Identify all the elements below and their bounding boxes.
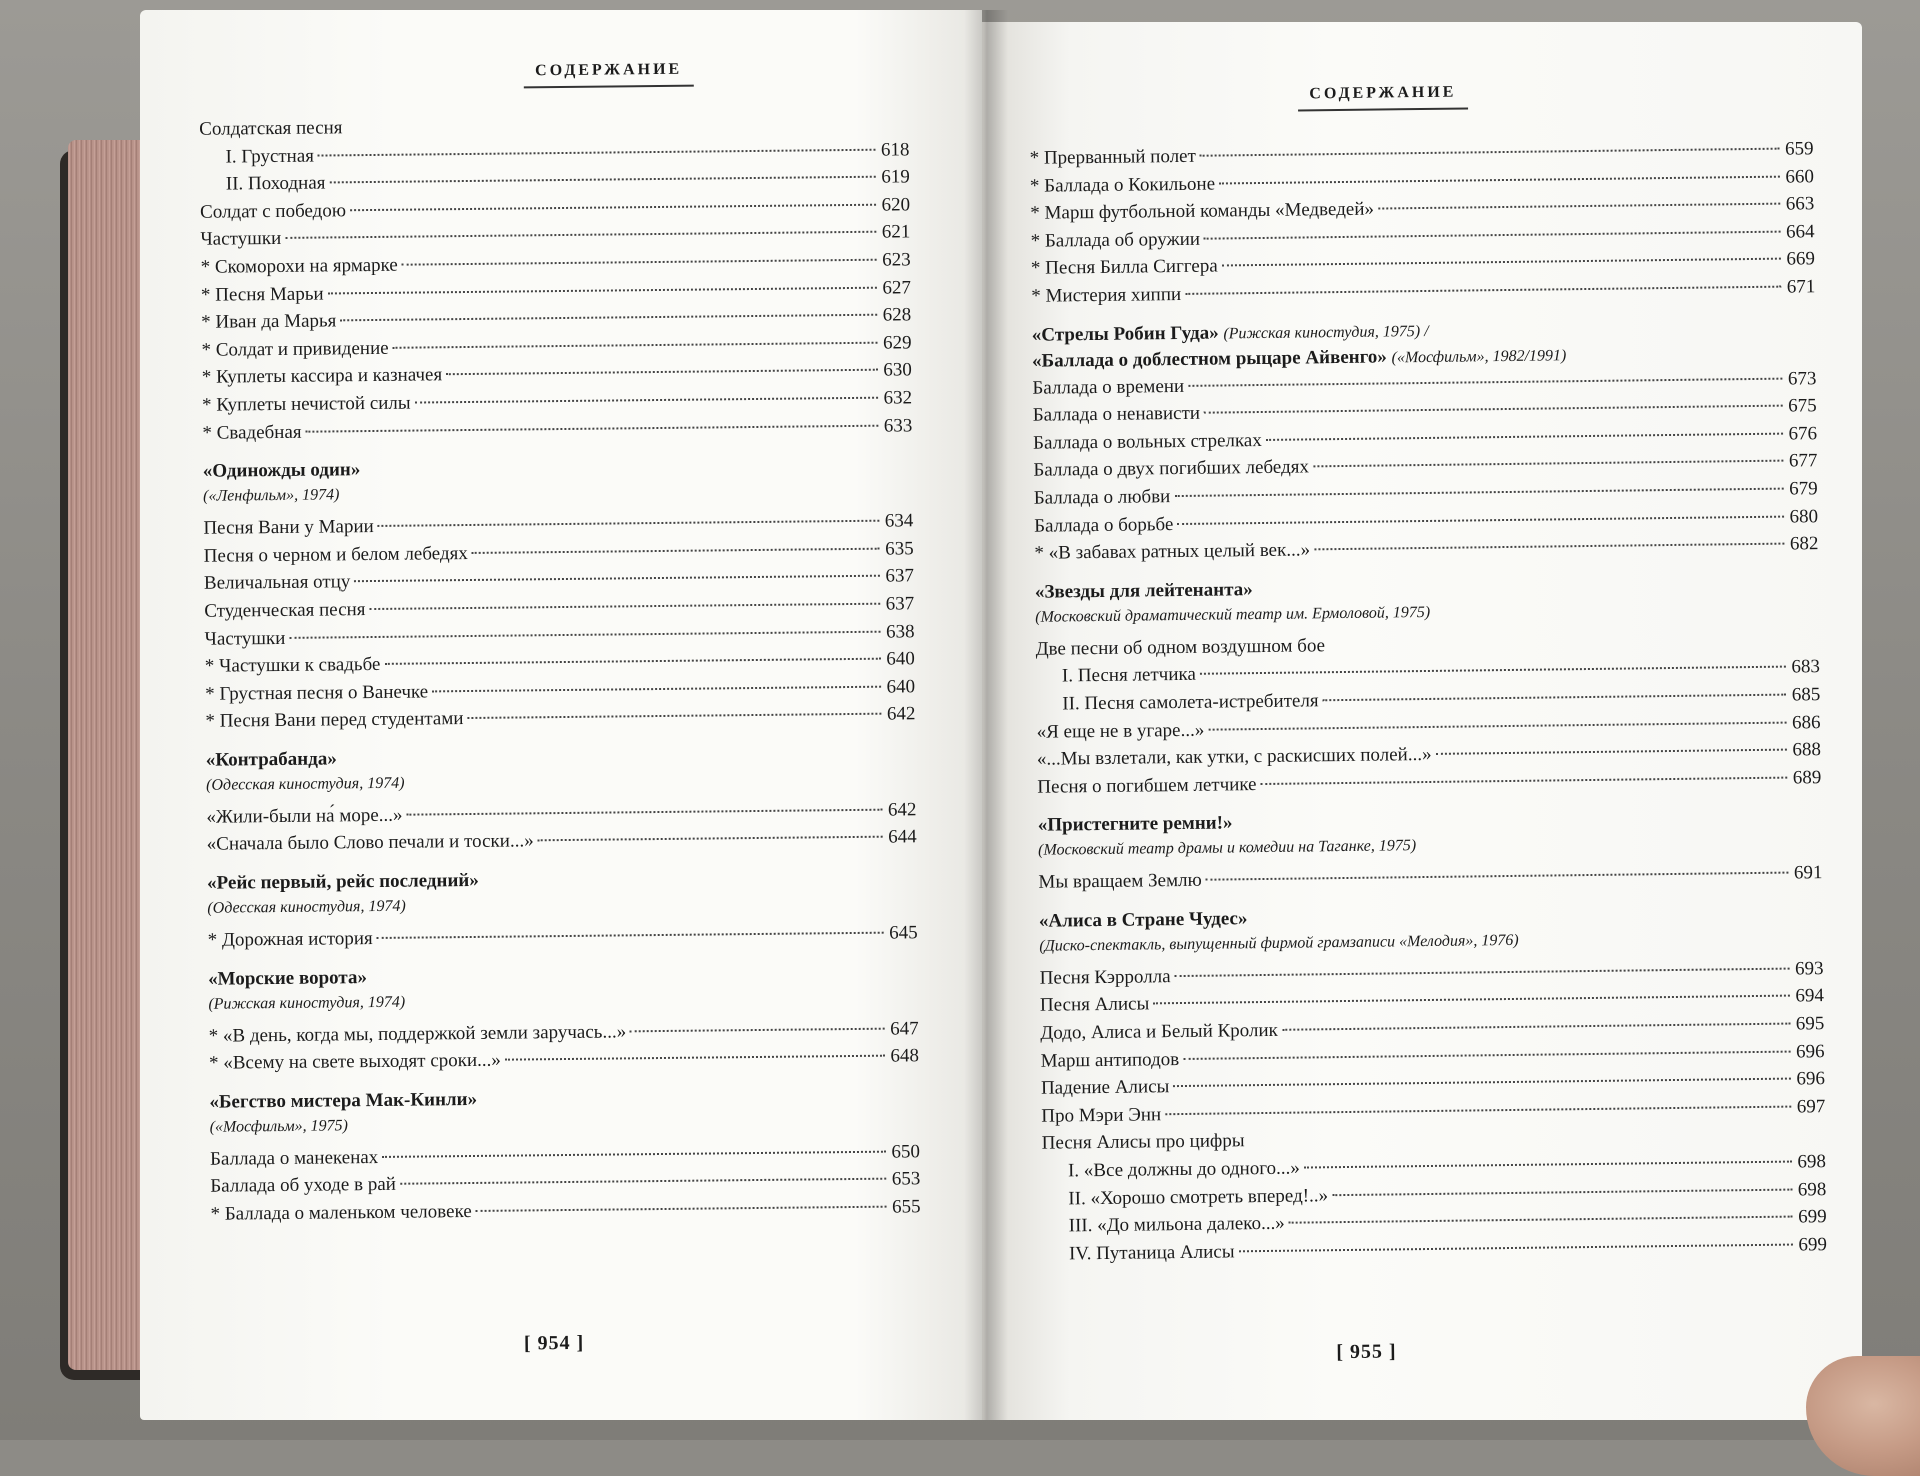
toc-entry-title: «Я еще не в угаре...»	[1036, 719, 1205, 743]
dot-leader	[1173, 1078, 1791, 1088]
toc-entry-title: * «В день, когда мы, поддержкой земли заручась...»	[209, 1018, 627, 1050]
toc-entry-page: 653	[891, 1168, 921, 1191]
toc-entry-page: 669	[1786, 248, 1816, 270]
toc-entry-page: 644	[888, 826, 917, 849]
toc-entry-title: II. Походная	[225, 172, 326, 195]
toc-entry-title: * Частушки к свадьбе	[205, 651, 381, 680]
dot-leader	[476, 1206, 887, 1212]
toc-entry-title: * Скоморохи на ярмарке	[201, 252, 398, 282]
toc-entry-title: * Иван да Марья	[201, 308, 336, 337]
left-header-rule	[524, 85, 694, 89]
dot-leader	[1188, 377, 1782, 386]
toc-entry-page: 659	[1784, 138, 1814, 160]
toc-entry-title: Песня Кэрролла	[1039, 966, 1171, 989]
section-title: «Пристегните ремни!»	[1037, 812, 1233, 837]
right-page-number: [ 955 ]	[1336, 1340, 1397, 1364]
section-title: «Звезды для лейтенанта»	[1034, 578, 1253, 603]
toc-entry-title: * Песня Марьи	[201, 280, 324, 309]
toc-entry-title: * Баллада о Кокильоне	[1030, 170, 1215, 200]
toc-entry-title: Песня Алисы	[1039, 993, 1150, 1017]
toc-entry-page: 619	[881, 166, 910, 188]
section-title: «Контрабанда»	[205, 748, 337, 771]
dot-leader	[1332, 1188, 1792, 1196]
toc-entry-page: 630	[883, 359, 912, 381]
dot-leader	[1289, 1216, 1793, 1224]
dot-leader	[369, 603, 880, 610]
toc-entry-page: 688	[1792, 739, 1822, 761]
dot-leader	[402, 259, 877, 266]
toc-entry-page: 628	[882, 304, 912, 326]
toc-entry-title: * Песня Билла Сиггера	[1031, 253, 1218, 283]
toc-entry	[208, 919, 918, 954]
toc-entry-title: «Сначала было Слово печали и тоски...»	[206, 830, 534, 856]
toc-entry-title: Баллада о двух погибших лебедях	[1033, 456, 1310, 482]
toc-entry-page: 637	[885, 565, 915, 587]
toc-entry-page: 696	[1795, 1040, 1825, 1063]
toc-entry-page: 699	[1798, 1206, 1827, 1228]
toc-entry-page: 683	[1791, 656, 1821, 678]
right-page-header	[1283, 83, 1483, 111]
toc-entry-page: 663	[1785, 193, 1815, 215]
toc-entry-page: 697	[1796, 1095, 1826, 1118]
dot-leader	[1314, 543, 1784, 551]
left-toc	[199, 108, 921, 1228]
toc-entry-title: * Прерванный полет	[1029, 143, 1196, 173]
dot-leader	[1261, 776, 1788, 784]
toc-entry-page: 632	[883, 387, 913, 409]
dot-leader	[467, 713, 881, 719]
section-title: «Алиса в Стране Чудес»	[1038, 908, 1248, 932]
toc-entry-title: * Баллада о маленьком человеке	[210, 1198, 471, 1228]
toc-entry-title: I. Песня летчика	[1061, 664, 1196, 687]
toc-group-title: Две песни об одном воздушном бое	[1035, 634, 1326, 660]
dot-leader	[1206, 872, 1789, 881]
book-gutter	[964, 10, 1008, 1420]
dot-leader	[1185, 286, 1781, 295]
dot-leader	[1266, 432, 1783, 440]
section-source: (Московский драматический театр им. Ермоловой, 1975)	[1035, 603, 1431, 626]
toc-entry-title: Баллада о манекенах	[209, 1146, 379, 1170]
toc-entry-title: IV. Путаница Алисы	[1068, 1241, 1235, 1265]
dot-leader	[1153, 995, 1790, 1005]
dot-leader	[289, 630, 880, 638]
toc-entry-page: 642	[886, 703, 916, 725]
section-source: (Одесская киностудия, 1974)	[207, 897, 406, 917]
toc-entry-page: 671	[1786, 276, 1816, 298]
toc-entry-title: * Грустная песня о Ванечке	[205, 678, 428, 708]
dot-leader	[415, 397, 878, 404]
dot-leader	[350, 203, 876, 211]
dot-leader	[1313, 460, 1783, 468]
dot-leader	[1222, 258, 1781, 267]
toc-entry-title: * Марш футбольной команды «Медведей»	[1030, 196, 1374, 228]
section-source: («Мосфильм», 1982/1991)	[1391, 346, 1567, 366]
dot-leader	[328, 286, 877, 294]
toc-entry-page: 685	[1791, 684, 1821, 706]
toc-entry-title: Баллада о вольных стрелках	[1032, 429, 1262, 454]
dot-leader	[377, 932, 884, 939]
dot-leader	[400, 1178, 886, 1185]
toc-entry-title: Баллада об уходе в рай	[210, 1174, 396, 1198]
toc-entry-title: «...Мы взлетали, как утки, с раскисших полей...»	[1036, 744, 1432, 770]
dot-leader	[1200, 666, 1786, 675]
right-toc	[1029, 135, 1827, 1268]
toc-entry-page: 675	[1788, 395, 1817, 417]
toc-entry-title: * Куплеты нечистой силы	[202, 390, 411, 420]
dot-leader	[306, 424, 879, 432]
toc-entry-title: Про Мэри Энн	[1041, 1104, 1162, 1127]
toc-entry-title: * Баллада об оружии	[1030, 226, 1200, 256]
toc-entry-title: * Солдат и привидение	[201, 335, 388, 365]
section-title: «Стрелы Робин Гуда»	[1031, 322, 1219, 346]
toc-entry-page: 698	[1797, 1151, 1827, 1173]
right-page-content	[982, 22, 1862, 1364]
toc-entry-title: II. Песня самолета-истребителя	[1062, 690, 1319, 715]
toc-entry-title: Додо, Алиса и Белый Кролик	[1040, 1019, 1278, 1044]
left-page-header	[509, 60, 709, 88]
toc-entry-title: Мы вращаем Землю	[1038, 870, 1202, 894]
toc-entry-page: 650	[891, 1141, 921, 1163]
toc-entry-title: * Мистерия хиппи	[1031, 281, 1181, 310]
toc-entry-title: Частушки	[200, 228, 282, 251]
dot-leader	[393, 341, 878, 348]
toc-entry-title: * Песня Вани перед студентами	[205, 705, 463, 735]
toc-entry-title: Песня о черном и белом лебедях	[203, 542, 468, 567]
dot-leader	[329, 176, 875, 184]
section-source: (Диско-спектакль, выпущенный фирмой грамзаписи «Мелодия», 1976)	[1039, 931, 1519, 955]
toc-entry-title: Частушки	[204, 627, 286, 650]
dot-leader	[538, 836, 883, 842]
toc-entry-page: 691	[1793, 862, 1823, 884]
dot-leader	[318, 148, 876, 156]
toc-entry-page: 673	[1787, 367, 1817, 390]
toc-entry-title: Величальная отцу	[203, 571, 351, 595]
toc-entry-page: 618	[880, 138, 910, 161]
dot-leader	[1304, 1161, 1792, 1169]
dot-leader	[378, 520, 880, 527]
dot-leader	[1208, 721, 1786, 730]
section-title: «Бегство мистера Мак-Кинли»	[209, 1088, 478, 1113]
toc-entry-page: 621	[881, 221, 911, 244]
dot-leader	[285, 231, 876, 239]
toc-entry-page: 633	[883, 414, 913, 437]
toc-entry-page: 648	[890, 1045, 920, 1067]
toc-entry-page: 640	[886, 676, 916, 698]
toc-entry-title: Падение Алисы	[1040, 1076, 1170, 1099]
left-page-content	[140, 10, 982, 1355]
toc-entry-page: 676	[1788, 422, 1818, 445]
dot-leader	[384, 658, 880, 665]
toc-entry-title: II. «Хорошо смотреть вперед!..»	[1068, 1184, 1329, 1210]
toc-entry-page: 623	[882, 249, 911, 271]
section-source: (Московский театр драмы и комедии на Таганке, 1975)	[1037, 837, 1417, 860]
dot-leader	[1183, 1050, 1790, 1059]
toc-group-title: Песня Алисы про цифры	[1041, 1130, 1245, 1155]
left-header-text: СОДЕРЖАНИЕ	[535, 60, 683, 80]
toc-entry-page: 627	[882, 276, 912, 299]
toc-entry-title: III. «До мильона далеко...»	[1068, 1212, 1285, 1237]
toc-entry-page: 680	[1789, 505, 1819, 528]
dot-leader	[1219, 175, 1780, 184]
dot-leader	[1177, 515, 1784, 524]
toc-entry-title: Баллада о любви	[1033, 486, 1171, 509]
toc-entry-page: 689	[1792, 766, 1822, 789]
dot-leader	[1378, 203, 1780, 210]
right-page	[982, 22, 1862, 1420]
toc-entry-title: * «В забавах ратных целый век...»	[1034, 537, 1310, 568]
toc-entry-page: 695	[1795, 1013, 1825, 1035]
toc-entry-page: 634	[884, 510, 914, 532]
dot-leader	[630, 1027, 885, 1032]
toc-entry-page: 635	[885, 538, 914, 560]
toc-entry-page: 638	[885, 620, 915, 643]
toc-entry-page: 655	[891, 1196, 921, 1218]
dot-leader	[1323, 694, 1787, 702]
toc-entry-title: * Куплеты кассира и казначея	[202, 362, 443, 392]
toc-entry-title: I. Грустная	[225, 145, 315, 168]
toc-entry-page: 664	[1785, 221, 1815, 243]
toc-entry-title: Марш антиподов	[1040, 1048, 1180, 1072]
section-source: («Мосфильм», 1975)	[209, 1117, 349, 1136]
section-source: («Ленфильм», 1974)	[202, 486, 340, 505]
toc-entry-title: I. «Все должны до одного...»	[1067, 1157, 1300, 1182]
section-title: «Рейс первый, рейс последний»	[207, 869, 479, 894]
dot-leader	[1200, 148, 1780, 157]
dot-leader	[1165, 1105, 1791, 1115]
toc-entry-title: Солдат с победою	[199, 200, 347, 223]
dot-leader	[1204, 230, 1781, 239]
toc-entry-page: 686	[1791, 711, 1821, 734]
dot-leader	[1282, 1023, 1790, 1031]
toc-entry-page: 679	[1789, 478, 1818, 500]
dot-leader	[340, 314, 877, 322]
toc-entry	[1038, 859, 1822, 896]
section-title: «Морские ворота»	[208, 966, 368, 990]
toc-entry-page: 642	[887, 799, 917, 821]
left-page	[140, 10, 982, 1420]
toc-entry-title: Студенческая песня	[204, 598, 366, 622]
dot-leader	[1436, 749, 1787, 755]
toc-entry-page: 677	[1788, 450, 1818, 472]
toc-entry-title: * Дорожная история	[208, 925, 373, 954]
toc-group-title: Солдатская песня	[199, 117, 343, 140]
toc-entry-page: 629	[882, 332, 912, 354]
toc-entry-page: 660	[1785, 165, 1815, 188]
section-title: «Одиножды один»	[202, 459, 361, 482]
section-source: (Рижская киностудия, 1975) /	[1223, 322, 1429, 343]
toc-entry-page: 696	[1796, 1068, 1826, 1090]
toc-entry-title: Баллада о ненависти	[1032, 402, 1201, 426]
thumb	[1806, 1356, 1920, 1476]
toc-entry-title: * Свадебная	[202, 418, 301, 447]
toc-entry-title: Песня Вани у Марии	[203, 516, 374, 539]
toc-entry-page: 640	[886, 648, 915, 670]
dot-leader	[1239, 1243, 1793, 1252]
toc-entry-page: 699	[1798, 1233, 1828, 1256]
section-source: (Рижская киностудия, 1974)	[208, 993, 406, 1013]
toc-entry-page: 693	[1794, 958, 1824, 980]
toc-entry-title: Песня о погибшем летчике	[1037, 773, 1257, 798]
toc-entry-title: * «Всему на свете выходят сроки...»	[209, 1047, 501, 1078]
toc-entry-page: 694	[1795, 985, 1825, 1007]
dot-leader	[472, 547, 880, 553]
toc-entry-page: 698	[1797, 1178, 1827, 1201]
dot-leader	[354, 575, 880, 583]
dot-leader	[505, 1055, 885, 1061]
toc-entry-page: 682	[1789, 533, 1819, 555]
dot-leader	[1174, 488, 1783, 497]
toc-entry-title: Баллада о борьбе	[1033, 513, 1174, 537]
dot-leader	[1175, 967, 1790, 977]
right-header-text: СОДЕРЖАНИЕ	[1309, 83, 1457, 103]
section-source: (Одесская киностудия, 1974)	[206, 774, 405, 794]
toc-entry-page: 645	[889, 922, 918, 944]
right-header-rule	[1298, 107, 1468, 111]
left-page-number: [ 954 ]	[523, 1331, 585, 1355]
toc-entry-page: 647	[890, 1017, 919, 1040]
toc-entry-page: 620	[881, 194, 911, 216]
dot-leader	[446, 369, 878, 376]
toc-entry-title: «Жили-были на́ море...»	[206, 804, 403, 828]
dot-leader	[432, 685, 881, 692]
dot-leader	[382, 1151, 886, 1158]
toc-entry-title: Баллада о времени	[1032, 375, 1185, 399]
toc-entry-page: 637	[885, 593, 915, 615]
dot-leader	[406, 809, 882, 816]
section-title: «Баллада о доблестном рыцаре Айвенго»	[1031, 346, 1387, 372]
dot-leader	[1204, 405, 1783, 414]
